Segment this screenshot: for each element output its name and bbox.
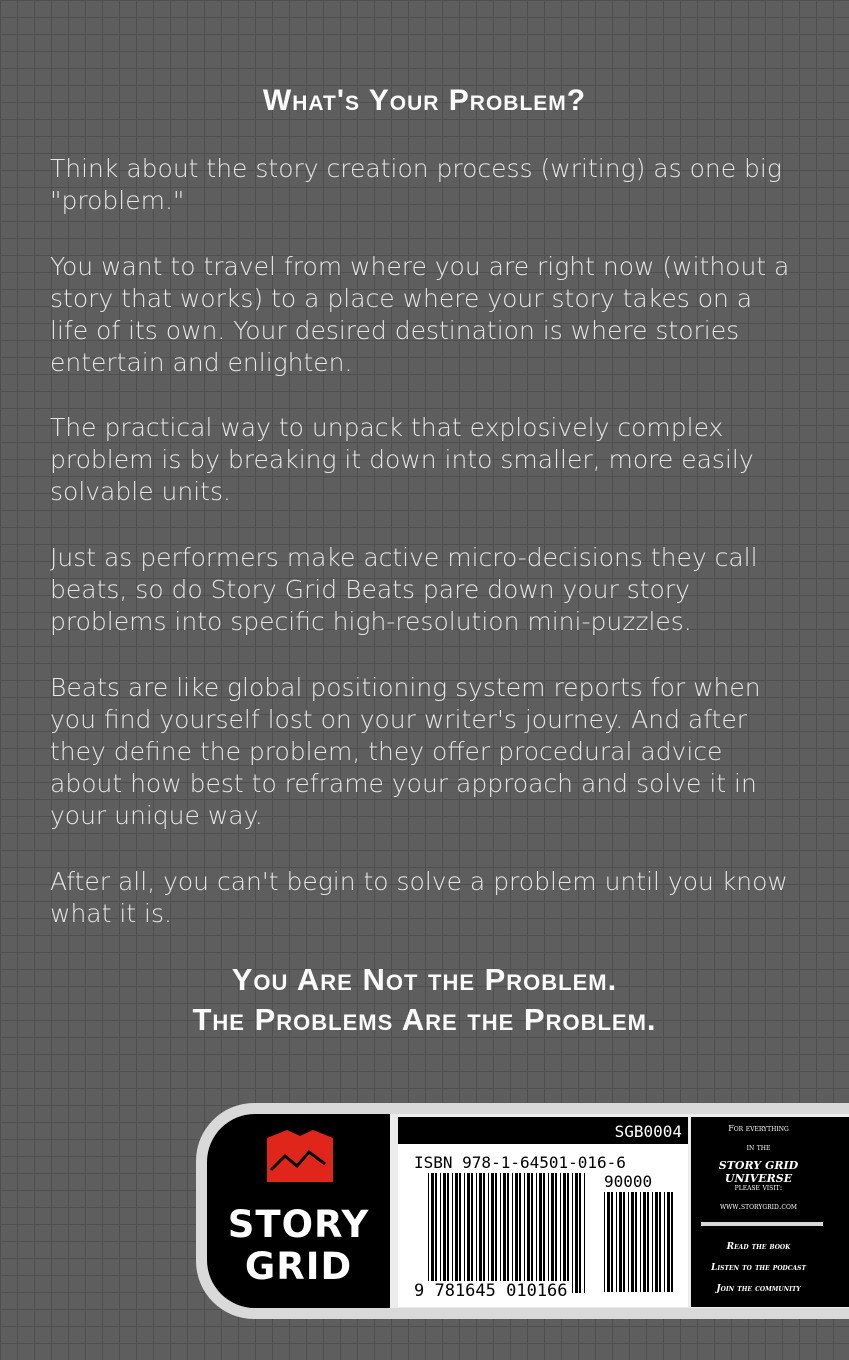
barcode-bar (435, 1173, 437, 1293)
barcode-bar (440, 1173, 441, 1293)
barcode-bar (512, 1173, 513, 1293)
price-addon-barcode (604, 1192, 676, 1292)
logo-wordmark-grid: GRID (244, 1245, 353, 1288)
info-text: For everything (728, 1124, 789, 1133)
divider (701, 1222, 823, 1226)
barcode-bar (664, 1192, 665, 1292)
barcode-bar (479, 1173, 482, 1293)
body-paragraph: The practical way to unpack that explosively complex problem is by breaking it down into smaller, more easily solvable units. (50, 413, 754, 506)
barcode-bar (616, 1192, 617, 1292)
barcode-bar (604, 1192, 605, 1292)
barcode-bar (503, 1173, 506, 1293)
info-action: Join the community (716, 1284, 801, 1294)
barcode-bar (555, 1173, 557, 1293)
body-paragraph: After all, you can't begin to solve a problem until you know what it is. (50, 867, 788, 928)
info-action: Read the book (726, 1242, 791, 1252)
barcode-bar (515, 1173, 518, 1293)
body-paragraph: Beats are like global positioning system reports for when you find yourself lost on your writer's journey. And after they define the problem, they offer procedural advice about how best to reframe your approach and solve it in your unique way. (50, 673, 761, 830)
barcode-bar (611, 1192, 613, 1292)
barcode-bar (647, 1192, 649, 1292)
isbn-label: ISBN 978-1-64501-016-6 (414, 1153, 626, 1172)
barcode-bar (452, 1173, 453, 1293)
barcode-bar (524, 1173, 525, 1293)
barcode-bar (507, 1173, 509, 1293)
barcode-bar (471, 1173, 473, 1293)
barcode-bar (652, 1192, 653, 1292)
barcode-bar (607, 1192, 610, 1292)
barcode-bar (667, 1192, 670, 1292)
barcode-digits: 9 781645 010166 (414, 1281, 568, 1301)
barcode-bar (543, 1173, 545, 1293)
barcode-bar (631, 1192, 634, 1292)
logo-wordmark-story: STORY (227, 1203, 370, 1246)
barcode-bar (531, 1173, 533, 1293)
barcode-bar (476, 1173, 477, 1293)
website-url: www.storygrid.com (719, 1202, 798, 1211)
isbn-barcode (428, 1173, 588, 1293)
barcode-bar (579, 1173, 581, 1293)
barcode-bar (572, 1173, 573, 1293)
info-text: please visit: (734, 1183, 783, 1192)
barcode-bar (584, 1173, 585, 1293)
barcode-bar (548, 1173, 549, 1293)
info-action: Listen to the podcast (711, 1263, 806, 1273)
barcode-bar (567, 1173, 569, 1293)
barcode-bar (443, 1173, 446, 1293)
barcode-bar (455, 1173, 458, 1293)
barcode-bar (527, 1173, 530, 1293)
barcode-bar (619, 1192, 622, 1292)
barcode-bar (539, 1173, 542, 1293)
barcode-bar (655, 1192, 658, 1292)
barcode-bar (563, 1173, 566, 1293)
tagline-line: The Problems Are the Problem. (192, 1002, 657, 1037)
barcode-bar (575, 1173, 578, 1293)
barcode-bar (447, 1173, 449, 1293)
barcode-bar (635, 1192, 637, 1292)
body-paragraph: Think about the story creation process (writing) as one big "problem." (50, 154, 782, 215)
barcode-bar (488, 1173, 489, 1293)
barcode-bar (659, 1192, 661, 1292)
barcode-bar (671, 1192, 673, 1292)
barcode-bar (560, 1173, 561, 1293)
barcode-bar (623, 1192, 625, 1292)
barcode-bar (491, 1173, 494, 1293)
tagline-line: You Are Not the Problem. (231, 962, 618, 997)
barcode-bar (551, 1173, 554, 1293)
barcode-bar (536, 1173, 537, 1293)
barcode-bar (640, 1192, 641, 1292)
barcode-bar (459, 1173, 461, 1293)
barcode-bar (428, 1173, 429, 1293)
barcode-bar (628, 1192, 629, 1292)
barcode-bar (500, 1173, 501, 1293)
body-paragraph: Just as performers make active micro-decisions they call beats, so do Story Grid Beats pare down your story problems into specific high-resolution mini-puzzles. (50, 543, 758, 636)
info-universe: STORY GRID UNIVERSE (718, 1159, 799, 1185)
back-cover-heading: What's Your Problem? (262, 84, 587, 117)
barcode-bar (431, 1173, 434, 1293)
price-addon-code: 90000 (604, 1172, 653, 1191)
barcode-bar (483, 1173, 485, 1293)
sku-code: SGB0004 (614, 1122, 682, 1141)
story-grid-logo-icon (267, 1130, 333, 1182)
barcode-bar (495, 1173, 497, 1293)
barcode-bar (467, 1173, 470, 1293)
body-paragraph: You want to travel from where you are right now (without a story that works) to a place where your story takes on a life of its own. Your desired destination is where stories entertain and enlighten. (50, 252, 790, 377)
barcode-bar (519, 1173, 521, 1293)
info-text: in the (746, 1143, 771, 1152)
barcode-bar (464, 1173, 465, 1293)
barcode-bar (643, 1192, 646, 1292)
